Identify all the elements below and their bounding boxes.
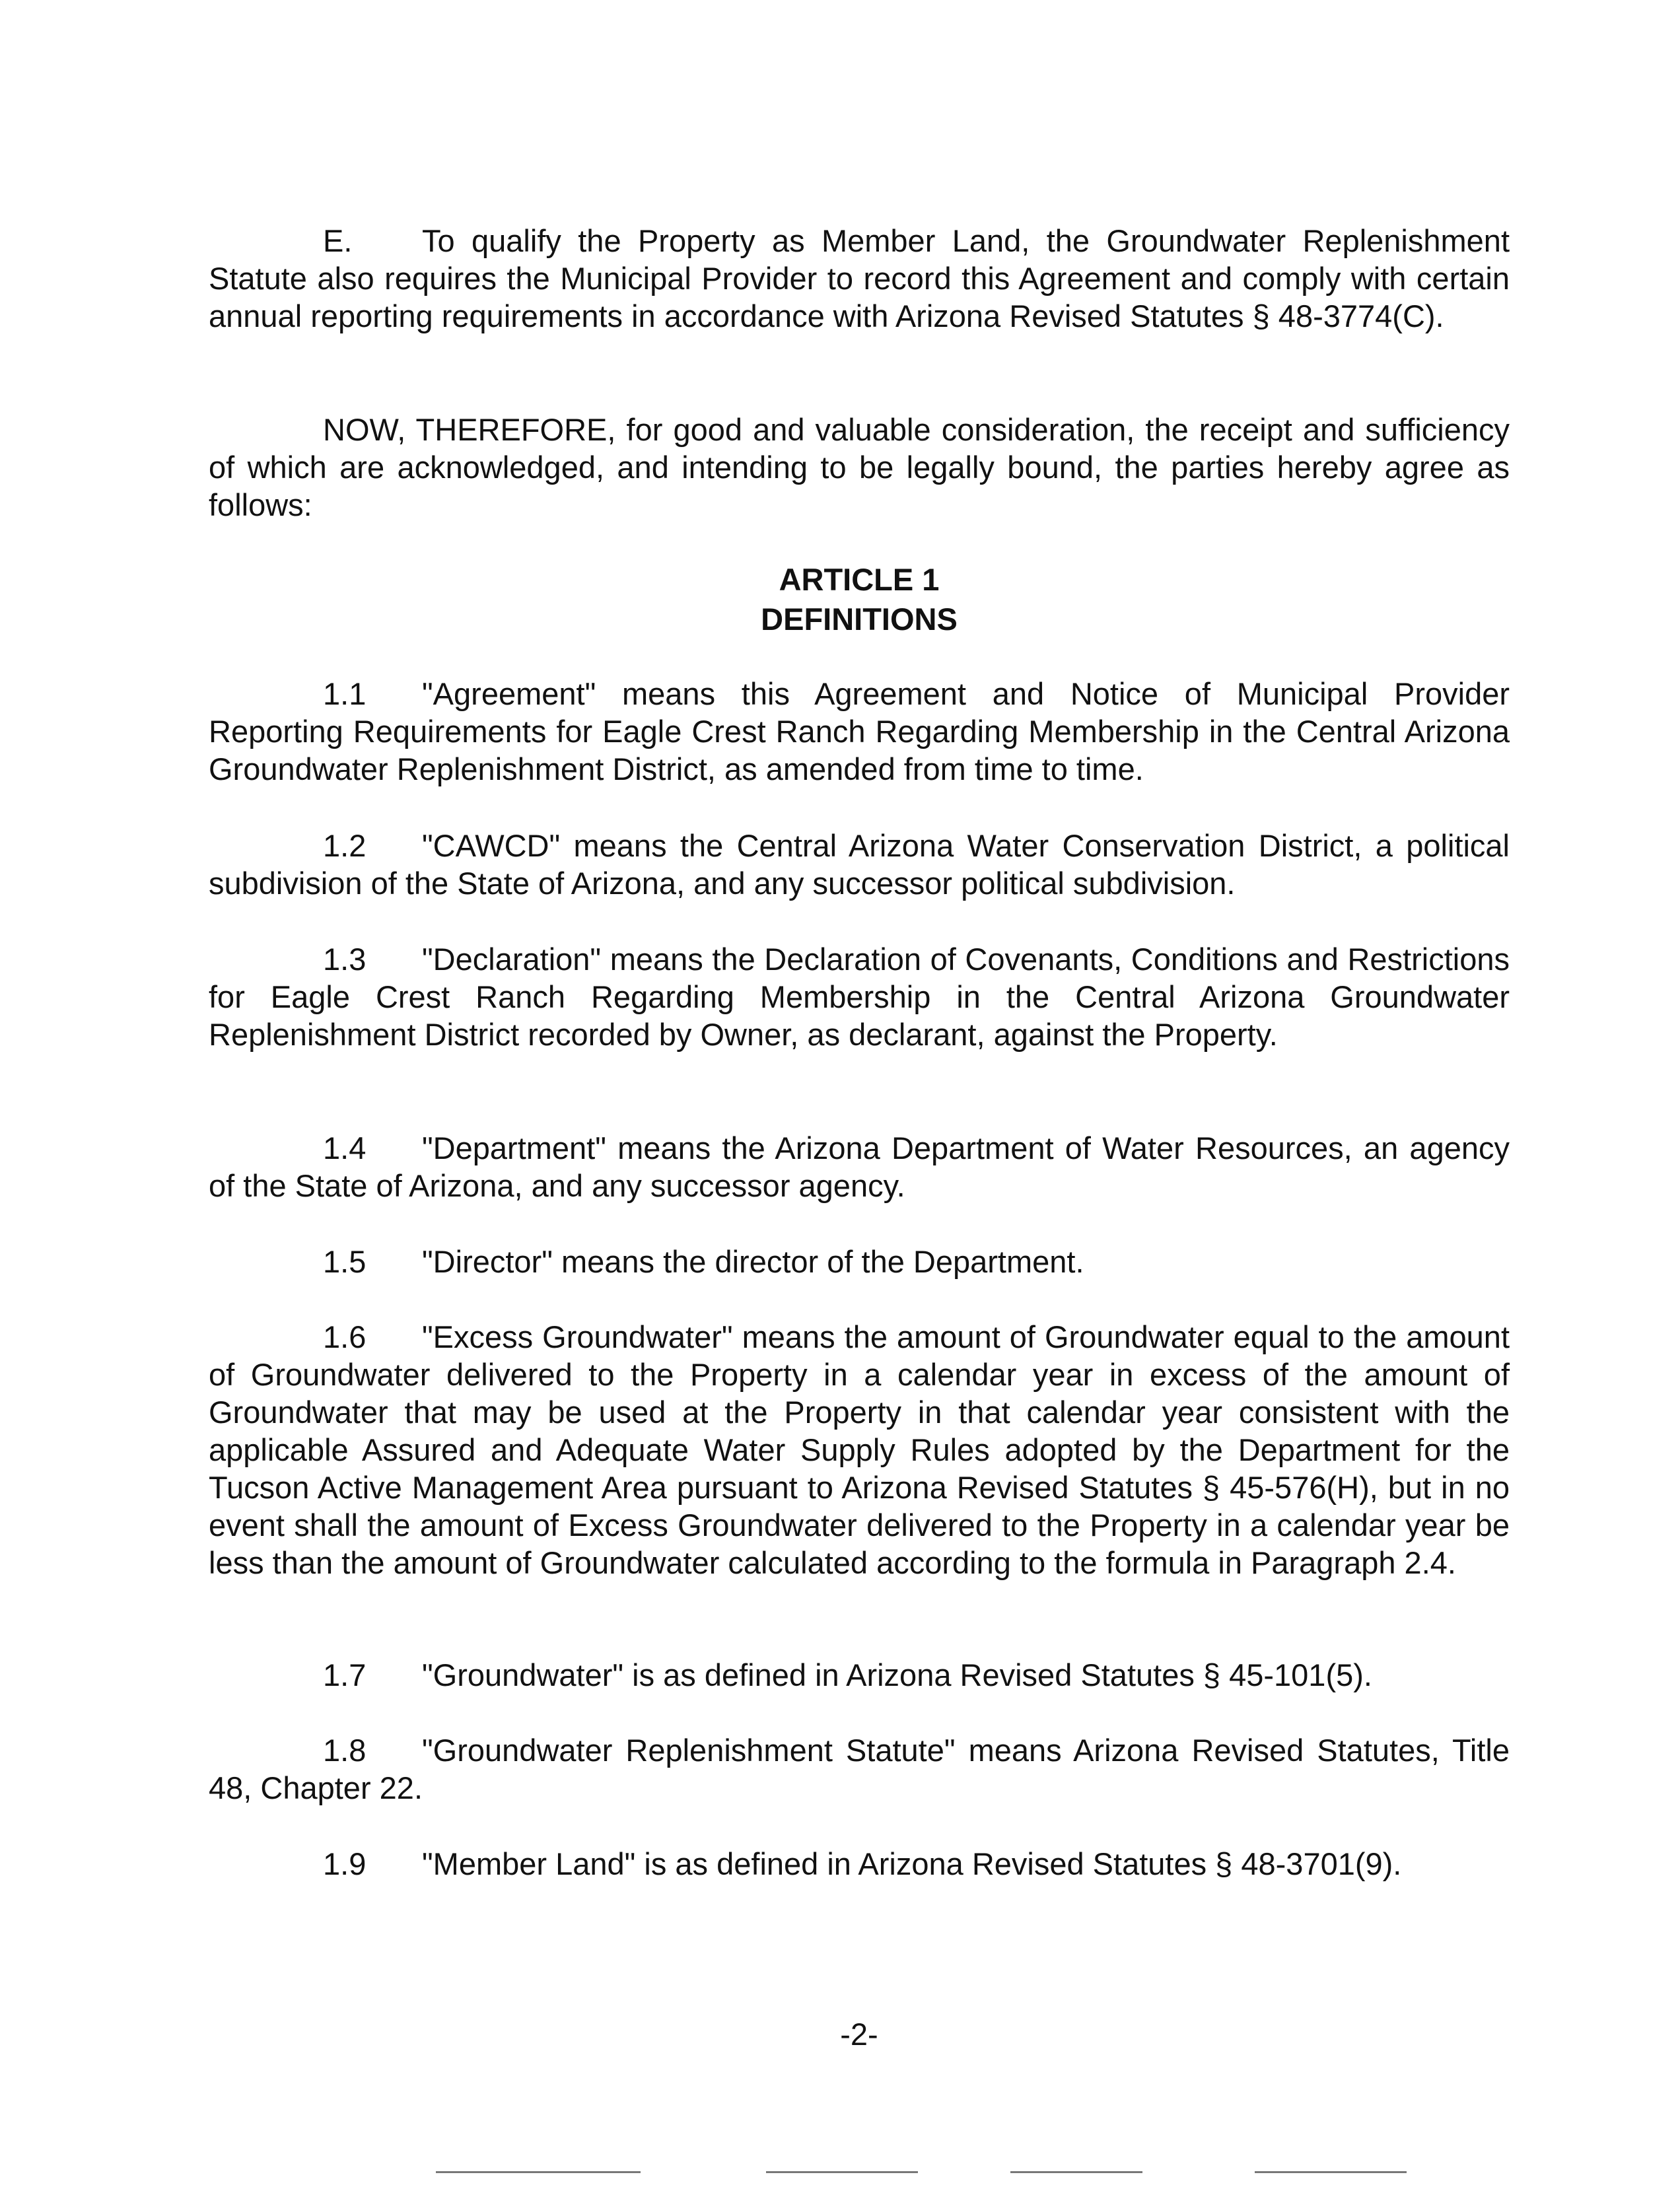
definition-1-3 [209, 940, 1510, 1053]
scan-artifact-line [1010, 2171, 1142, 2173]
definition-number: 1.4 [323, 1130, 367, 1165]
definition-text: "CAWCD" means the Central Arizona Water Conservation District, a political subdivision of the State of Arizona, and any successor political subdivision. [209, 828, 1510, 901]
definition-1-6 [209, 1318, 1510, 1581]
scan-artifact-line [766, 2171, 918, 2173]
definition-1-7 [209, 1656, 1510, 1694]
recital-e-paragraph [209, 222, 1510, 335]
scan-artifact-line [1255, 2171, 1407, 2173]
definition-number: 1.1 [323, 676, 367, 711]
definition-number: 1.7 [323, 1657, 367, 1692]
definition-number: 1.5 [323, 1244, 367, 1279]
definition-text: "Director" means the director of the Department. [422, 1244, 1084, 1279]
article-title: ARTICLE 1 [779, 562, 940, 597]
now-therefore-text: NOW, THEREFORE, for good and valuable consideration, the receipt and sufficiency of which are acknowledged, and intending to be legally bound, the parties hereby agree as follows: [209, 412, 1510, 522]
definition-number: 1.3 [323, 942, 367, 977]
definition-1-2 [209, 827, 1510, 902]
definition-text: "Groundwater" is as defined in Arizona Revised Statutes § 45-101(5). [422, 1657, 1372, 1692]
definition-text: "Groundwater Replenishment Statute" means Arizona Revised Statutes, Title 48, Chapter 22. [209, 1733, 1510, 1805]
article-heading [209, 560, 1510, 639]
scan-artifact-line [436, 2171, 641, 2173]
definition-1-1 [209, 675, 1510, 788]
article-subtitle: DEFINITIONS [761, 602, 958, 637]
now-therefore-paragraph [209, 411, 1510, 524]
page-number: -2- [840, 2017, 878, 2052]
definition-number: 1.8 [323, 1733, 367, 1768]
definition-number: 1.2 [323, 828, 367, 863]
definition-1-9 [209, 1845, 1510, 1883]
definition-1-5 [209, 1243, 1510, 1280]
definition-text: "Department" means the Arizona Department of Water Resources, an agency of the State of Arizona, and any successor agency. [209, 1130, 1510, 1203]
definition-number: 1.6 [323, 1319, 367, 1354]
definition-1-4 [209, 1129, 1510, 1204]
definition-text: "Agreement" means this Agreement and Notice of Municipal Provider Reporting Requirements for Eagle Crest Ranch Regarding Membership in the Central Arizona Groundwater Replenishment District, as amended from time to time. [209, 676, 1510, 786]
definition-text: "Member Land" is as defined in Arizona Revised Statutes § 48-3701(9). [422, 1846, 1402, 1881]
definition-text: "Declaration" means the Declaration of Covenants, Conditions and Restrictions for Eagle Crest Ranch Regarding Membership in the Central Arizona Groundwater Replenishment District recorded by Owner, as declarant, against the Property. [209, 942, 1510, 1052]
recital-e-text: To qualify the Property as Member Land, the Groundwater Replenishment Statute also requires the Municipal Provider to record this Agreement and comply with certain annual reporting requirements in accordance with Arizona Revised Statutes § 48-3774(C). [209, 223, 1510, 333]
definition-text: "Excess Groundwater" means the amount of Groundwater equal to the amount of Groundwater delivered to the Property in a calendar year in excess of the amount of Groundwater that may be used at the Property in that calendar year consistent with the applicable Assured and Adequate Water Supply Rules adopted by the Department for the Tucson Active Management Area pursuant to Arizona Revised Statutes § 45-576(H), but in no event shall the amount of Excess Groundwater delivered to the Property in a calendar year be less than the amount of Groundwater calculated according to the formula in Paragraph 2.4. [209, 1319, 1510, 1580]
definition-1-8 [209, 1731, 1510, 1807]
definition-number: 1.9 [323, 1846, 367, 1881]
recital-e-label: E. [323, 223, 353, 258]
